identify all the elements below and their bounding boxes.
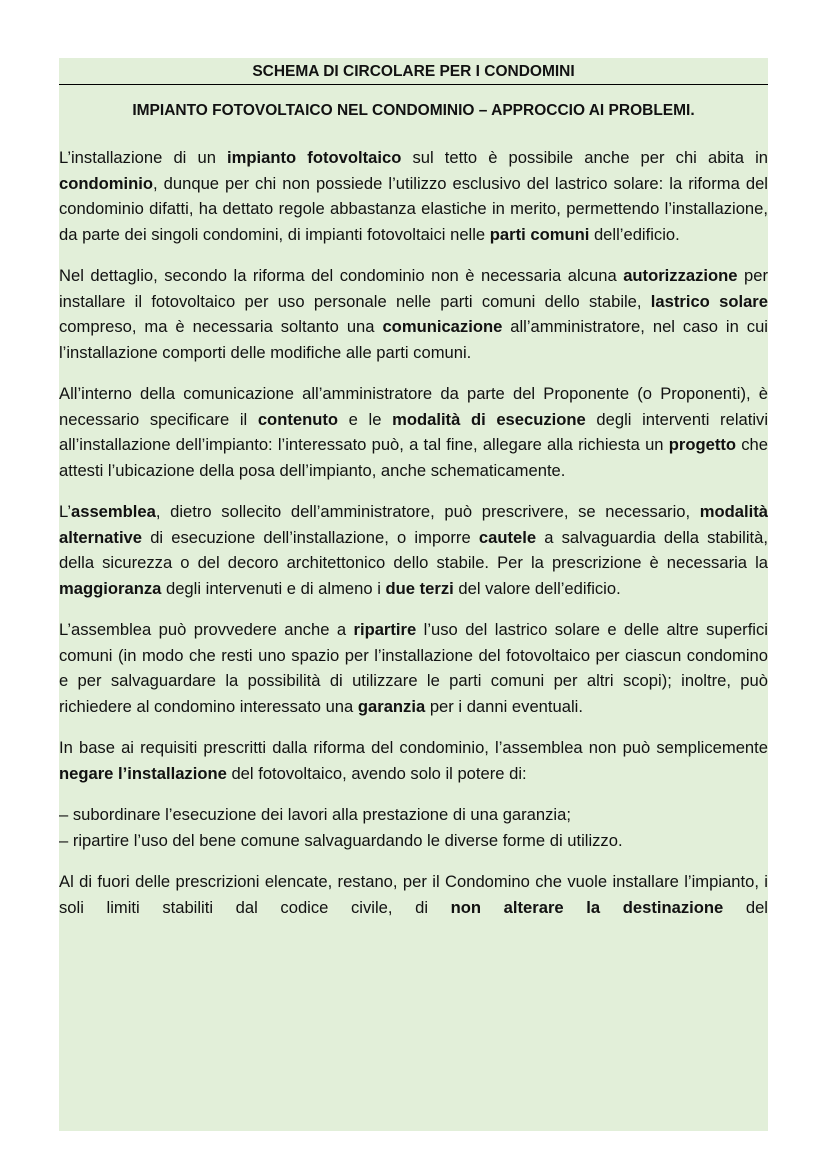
- bold-text-run: cautele: [478, 527, 537, 547]
- bold-text-run: parti comuni: [489, 224, 590, 244]
- bold-text-run: comunicazione: [382, 317, 503, 336]
- bullet-item: – ripartire l’uso del bene comune salvaguardando le diverse forme di utilizzo.: [59, 830, 623, 850]
- text-run: L’installazione di un: [59, 148, 228, 167]
- text-run: sul tetto è possibile anche per chi abita in: [401, 148, 768, 167]
- document-title: SCHEMA DI CIRCOLARE PER I CONDOMINI: [59, 58, 768, 85]
- paragraph: [59, 869, 768, 920]
- text-run: dell’edificio.: [589, 224, 680, 244]
- bold-text-run: assemblea: [71, 502, 156, 521]
- paragraph: [59, 263, 768, 365]
- text-run: In base ai requisiti prescritti dalla riforma del condominio, l’assemblea non può semplicemente: [59, 738, 768, 757]
- text-run: per i danni eventuali.: [425, 696, 583, 716]
- text-run: del fotovoltaico, avendo solo il potere di:: [226, 763, 527, 783]
- bold-text-run: modalità alternative: [59, 502, 768, 547]
- text-run: compreso, ma è necessaria soltanto una: [59, 317, 383, 336]
- bold-text-run: negare l’installazione: [59, 763, 227, 783]
- bullet-list: [59, 802, 768, 853]
- text-run: Nel dettaglio, secondo la riforma del condominio non è necessaria alcuna: [59, 266, 624, 285]
- text-run: L’assemblea può provvedere anche a: [59, 620, 354, 639]
- text-run: degli intervenuti e di almeno i: [161, 578, 386, 598]
- bold-text-run: lastrico solare: [650, 291, 768, 311]
- text-run: L’: [59, 502, 71, 521]
- text-run: che attesti l’ubicazione della posa dell’impianto, anche schematicamente.: [59, 435, 769, 480]
- text-run: l’uso del lastrico solare e delle altre superfici comuni (in modo che resti uno spazio per l’installazione del fotovoltaico per ciascun condomino e per salvaguardare la possibilità di utilizzare le parti comuni per altri scopi); inoltre, può richiedere al condomino interessato una: [59, 620, 768, 716]
- bold-text-run: impianto fotovoltaico: [227, 148, 402, 167]
- paragraph: [59, 499, 768, 601]
- text-run: del: [723, 897, 768, 917]
- bold-text-run: autorizzazione: [623, 266, 738, 285]
- bold-text-run: garanzia: [357, 696, 426, 716]
- bold-text-run: modalità di esecuzione: [392, 409, 586, 429]
- bold-text-run: non alterare la destinazione: [450, 897, 724, 917]
- bold-text-run: condominio: [59, 173, 154, 193]
- paragraph: [59, 617, 768, 719]
- text-run: di esecuzione dell’installazione, o imporre: [142, 527, 479, 547]
- text-run: degli interventi relativi all’installazione dell’impianto: l’interessato può, a tal fine, allegare alla richiesta un: [59, 409, 769, 454]
- bold-text-run: contenuto: [257, 409, 339, 429]
- text-run: per installare il fotovoltaico per uso personale nelle parti comuni dello stabile,: [59, 266, 769, 311]
- document-subtitle: IMPIANTO FOTOVOLTAICO NEL CONDOMINIO – APPROCCIO AI PROBLEMI.: [132, 102, 695, 119]
- text-run: e le: [338, 409, 393, 429]
- text-run: all’amministratore, nel caso in cui l’installazione comporti delle modifiche alle parti comuni.: [59, 317, 768, 362]
- text-run: Al di fuori delle prescrizioni elencate, restano, per il Condomino che vuole installare l’impianto, i soli limiti stabiliti dal codice civile, di: [59, 872, 768, 917]
- paragraph: [59, 145, 768, 247]
- document-sheet: [59, 58, 768, 1131]
- text-run: , dunque per chi non possiede l’utilizzo esclusivo del lastrico solare: la riforma del condominio difatti, ha dettato regole abbastanza elastiche in merito, permettendo l’installazione, da parte dei singoli condomini, di impianti fotovoltaici nelle: [59, 173, 768, 244]
- paragraph: [59, 735, 768, 786]
- text-run: a salvaguardia della stabilità, della sicurezza o del decoro architettonico dello stabile. Per la prescrizione è necessaria la: [59, 527, 768, 572]
- bullet-item: – subordinare l’esecuzione dei lavori alla prestazione di una garanzia;: [59, 805, 571, 824]
- bold-text-run: ripartire: [353, 620, 417, 639]
- document-body: [59, 145, 768, 920]
- text-run: All’interno della comunicazione all’amministratore da parte del Proponente (o Proponenti), è necessario specificare il: [59, 384, 768, 429]
- text-run: , dietro sollecito dell’amministratore, può prescrivere, se necessario,: [155, 502, 700, 521]
- text-run: del valore dell’edificio.: [453, 578, 621, 598]
- bold-text-run: maggioranza: [59, 578, 162, 598]
- paragraph: [59, 381, 768, 483]
- bold-text-run: due terzi: [385, 578, 454, 598]
- bold-text-run: progetto: [668, 435, 737, 454]
